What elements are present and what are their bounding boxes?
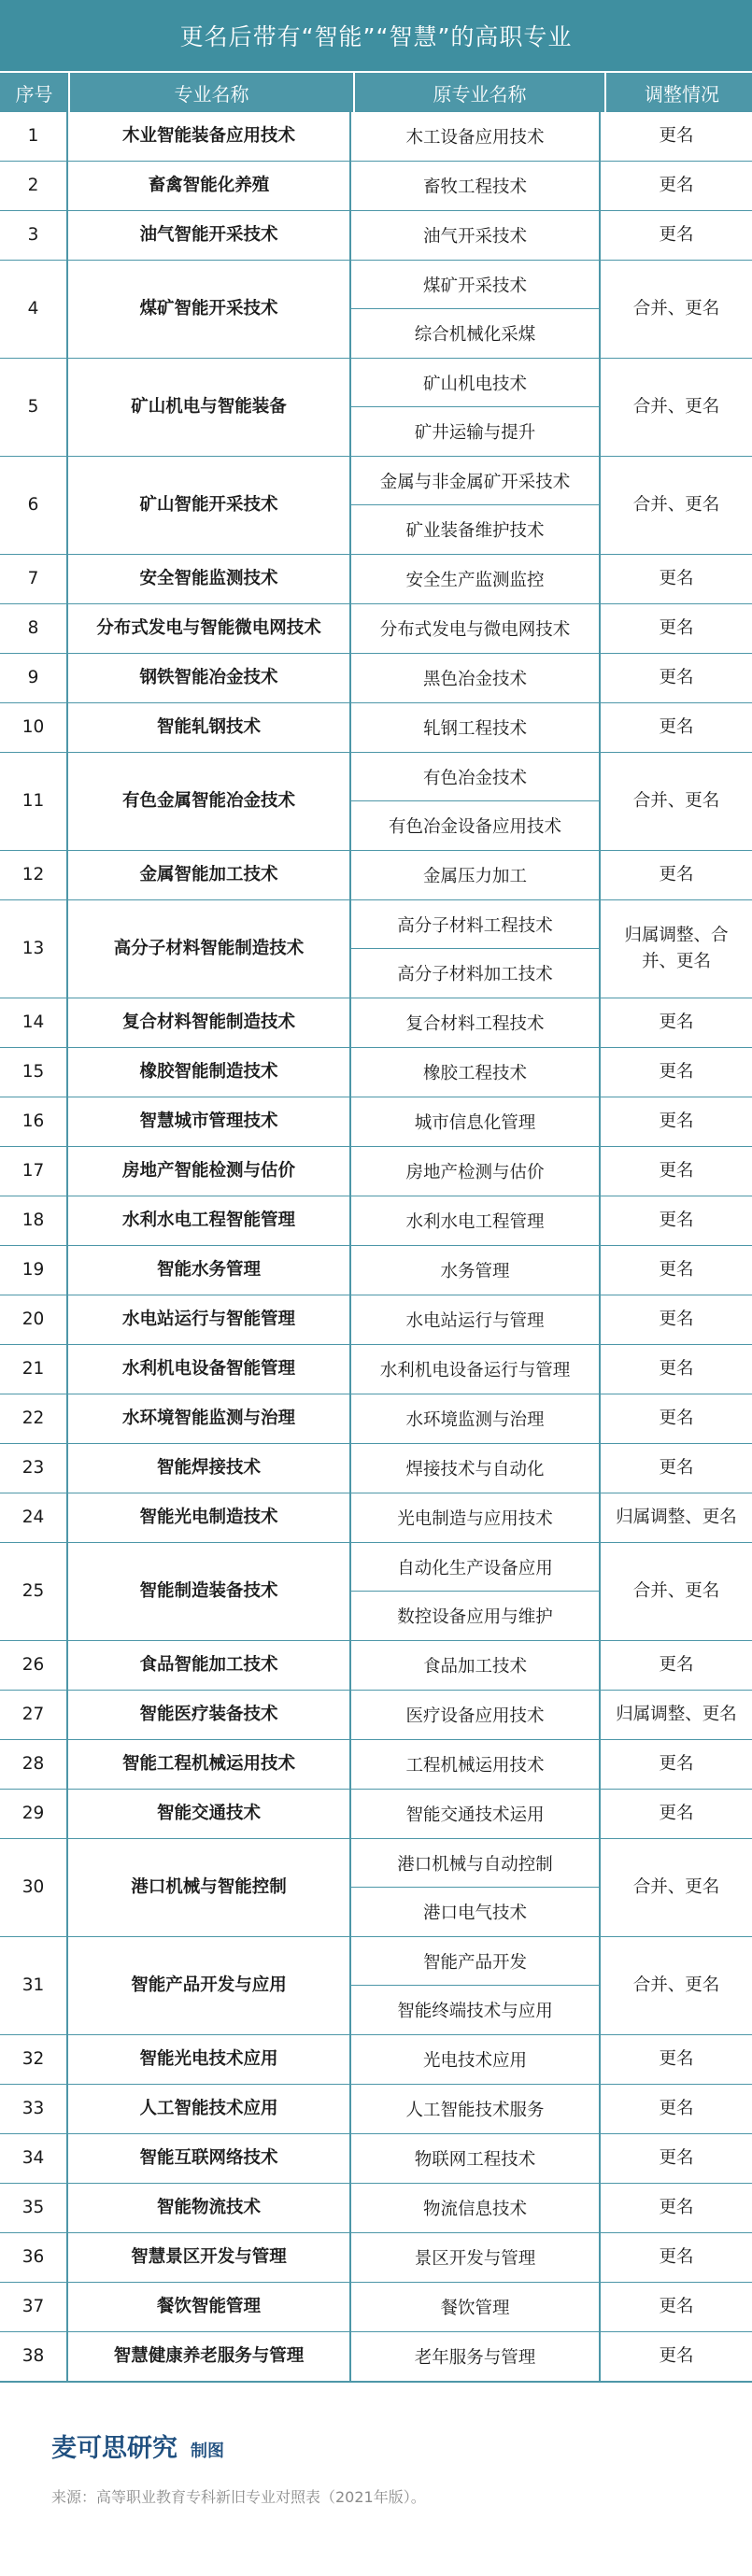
row-number: 33: [0, 2085, 68, 2133]
major-name: 智能互联网络技术: [68, 2134, 351, 2183]
footer: [0, 2383, 752, 2523]
adjustment-status: 更名: [659, 2049, 694, 2070]
table-row: [0, 900, 752, 998]
adjustment-status: 合并、更名: [632, 1581, 720, 1602]
row-number: 31: [0, 1937, 68, 2034]
row-number: 14: [0, 998, 68, 1047]
original-major-name: 有色冶金技术: [351, 753, 599, 801]
major-name: 智慧景区开发与管理: [68, 2233, 351, 2282]
adjustment-status: 更名: [659, 176, 694, 196]
major-name: 高分子材料智能制造技术: [68, 900, 351, 998]
adjustment-status: 更名: [659, 2346, 694, 2367]
adjustment-status: 更名: [659, 225, 694, 246]
major-name: 智能焊接技术: [68, 1444, 351, 1493]
table-row: [0, 2184, 752, 2233]
major-name: 智能制造装备技术: [68, 1543, 351, 1640]
adjustment-status: 更名: [659, 1260, 694, 1281]
row-number: 10: [0, 703, 68, 752]
table-header: [0, 71, 752, 112]
row-number: 32: [0, 2035, 68, 2084]
adjustment-status: 更名: [659, 1111, 694, 1132]
major-name: 人工智能技术应用: [68, 2085, 351, 2133]
row-number: 36: [0, 2233, 68, 2282]
original-major-name: 工程机械运用技术: [405, 1756, 545, 1776]
table-row: [0, 604, 752, 654]
row-number: 2: [0, 162, 68, 210]
adjustment-status: 更名: [659, 865, 694, 885]
original-major-name: 煤矿开采技术: [351, 261, 599, 309]
original-majors: [351, 604, 601, 653]
table-row: [0, 1048, 752, 1097]
major-name: 智能工程机械运用技术: [68, 1740, 351, 1789]
adjustment-status: 合并、更名: [632, 791, 720, 812]
adjustment-status: 更名: [659, 618, 694, 639]
original-major-name: 人工智能技术服务: [405, 2101, 545, 2120]
adjustment-status: 合并、更名: [632, 397, 720, 418]
row-number: 17: [0, 1147, 68, 1196]
table-row: [0, 1345, 752, 1394]
major-name: 水环境智能监测与治理: [68, 1394, 351, 1443]
row-number: 38: [0, 2332, 68, 2381]
row-number: 11: [0, 753, 68, 850]
table-row: [0, 1147, 752, 1196]
original-major-name: 景区开发与管理: [414, 2249, 536, 2269]
table-row: [0, 654, 752, 703]
adjustment-status: 更名: [659, 1655, 694, 1676]
original-major-name: 安全生产监测监控: [405, 571, 545, 590]
major-name: 钢铁智能冶金技术: [68, 654, 351, 702]
original-major-name: 房地产检测与估价: [405, 1163, 545, 1182]
row-number: 16: [0, 1097, 68, 1146]
table-row: [0, 2233, 752, 2283]
source-note: 来源：高等职业教育专科新旧专业对照表（2021年版）。: [51, 2488, 426, 2506]
adjustment-status: 更名: [659, 2297, 694, 2317]
original-majors: [351, 1839, 601, 1936]
original-major-name: 港口电气技术: [422, 1904, 527, 1923]
original-major-name: 智能交通技术运用: [405, 1805, 545, 1825]
adjustment-status: 更名: [659, 668, 694, 688]
original-major-name: 光电制造与应用技术: [397, 1509, 553, 1529]
table-title-text: 更名后带有“智能”“智慧”的高职专业: [179, 23, 573, 50]
major-name: 智慧健康养老服务与管理: [68, 2332, 351, 2381]
table-row: [0, 2035, 752, 2085]
header-name: 专业名称: [70, 73, 355, 112]
adjustment-status: 合并、更名: [632, 299, 720, 319]
table-row: [0, 1740, 752, 1790]
table-row: [0, 359, 752, 457]
table-row: [0, 2134, 752, 2184]
adjustment-status: 更名: [659, 1012, 694, 1033]
major-name: 智能交通技术: [68, 1790, 351, 1838]
major-name: 智能医疗装备技术: [68, 1691, 351, 1739]
table-row: [0, 555, 752, 604]
row-number: 1: [0, 112, 68, 161]
table-row: [0, 851, 752, 900]
major-name: 水利水电工程智能管理: [68, 1196, 351, 1245]
header-no: 序号: [0, 73, 70, 112]
major-name: 水利机电设备智能管理: [68, 1345, 351, 1394]
table-row: [0, 1295, 752, 1345]
adjustment-status: 更名: [659, 1458, 694, 1479]
original-major-name: 高分子材料加工技术: [397, 965, 553, 984]
original-major-name: 数控设备应用与维护: [397, 1607, 553, 1627]
original-majors: [351, 261, 601, 358]
adjustment-status: 归属调整、更名: [616, 1705, 737, 1725]
major-name: 智能产品开发与应用: [68, 1937, 351, 2034]
original-major-name: 水利水电工程管理: [405, 1212, 545, 1232]
original-major-name: 光电技术应用: [422, 2051, 527, 2071]
original-major-name: 油气开采技术: [422, 227, 527, 247]
major-name: 木业智能装备应用技术: [68, 112, 351, 161]
table-row: [0, 703, 752, 753]
original-majors: [351, 703, 601, 752]
row-number: 7: [0, 555, 68, 603]
row-number: 21: [0, 1345, 68, 1394]
row-number: 22: [0, 1394, 68, 1443]
table-row: [0, 1790, 752, 1839]
original-majors: [351, 1246, 601, 1295]
table-row: [0, 457, 752, 555]
original-majors: [351, 2283, 601, 2331]
adjustment-status: 合并、更名: [632, 1975, 720, 1996]
row-number: 35: [0, 2184, 68, 2232]
original-major-name: 畜牧工程技术: [422, 177, 527, 197]
adjustment-status: 更名: [659, 1161, 694, 1182]
original-major-name: 老年服务与管理: [414, 2348, 536, 2368]
row-number: 13: [0, 900, 68, 998]
original-majors: [351, 2035, 601, 2084]
original-major-name: 港口机械与自动控制: [351, 1839, 599, 1888]
major-name: 煤矿智能开采技术: [68, 261, 351, 358]
major-name: 房地产智能检测与估价: [68, 1147, 351, 1196]
header-orig: 原专业名称: [355, 73, 606, 112]
original-major-name: 焊接技术与自动化: [405, 1460, 545, 1479]
table-row: [0, 998, 752, 1048]
major-name: 橡胶智能制造技术: [68, 1048, 351, 1097]
row-number: 18: [0, 1196, 68, 1245]
major-name: 智能物流技术: [68, 2184, 351, 2232]
row-number: 3: [0, 211, 68, 260]
original-major-name: 金属压力加工: [422, 867, 527, 886]
table-row: [0, 162, 752, 211]
original-majors: [351, 1295, 601, 1344]
original-majors: [351, 900, 601, 998]
adjustment-status: 更名: [659, 2198, 694, 2218]
row-number: 28: [0, 1740, 68, 1789]
original-majors: [351, 2085, 601, 2133]
original-major-name: 水电站运行与管理: [405, 1311, 545, 1331]
original-major-name: 金属与非金属矿开采技术: [351, 457, 599, 505]
row-number: 29: [0, 1790, 68, 1838]
original-majors: [351, 2332, 601, 2381]
adjustment-status: 归属调整、更名: [616, 1507, 737, 1528]
original-majors: [351, 1048, 601, 1097]
row-number: 30: [0, 1839, 68, 1936]
original-majors: [351, 2134, 601, 2183]
adjustment-status: 更名: [659, 1804, 694, 1824]
original-majors: [351, 1790, 601, 1838]
row-number: 37: [0, 2283, 68, 2331]
major-name: 水电站运行与智能管理: [68, 1295, 351, 1344]
original-majors: [351, 211, 601, 260]
adjustment-status: 归属调整、合并、更名: [624, 926, 729, 971]
table-body: [0, 112, 752, 2383]
original-majors: [351, 359, 601, 456]
original-majors: [351, 1493, 601, 1542]
original-majors: [351, 1394, 601, 1443]
row-number: 23: [0, 1444, 68, 1493]
row-number: 24: [0, 1493, 68, 1542]
original-major-name: 复合材料工程技术: [405, 1014, 545, 1034]
major-name: 食品智能加工技术: [68, 1641, 351, 1690]
major-name: 餐饮智能管理: [68, 2283, 351, 2331]
row-number: 5: [0, 359, 68, 456]
brand-logo: [51, 2427, 224, 2464]
original-majors: [351, 2184, 601, 2232]
table-row: [0, 211, 752, 261]
original-majors: [351, 851, 601, 899]
adjustment-status: 更名: [659, 1754, 694, 1775]
original-major-name: 黑色冶金技术: [422, 670, 527, 689]
original-majors: [351, 555, 601, 603]
original-majors: [351, 998, 601, 1047]
original-majors: [351, 1543, 601, 1640]
original-majors: [351, 654, 601, 702]
original-major-name: 城市信息化管理: [414, 1113, 536, 1133]
major-name: 智慧城市管理技术: [68, 1097, 351, 1146]
row-number: 15: [0, 1048, 68, 1097]
original-majors: [351, 1147, 601, 1196]
adjustment-status: 更名: [659, 126, 694, 147]
major-name: 智能光电制造技术: [68, 1493, 351, 1542]
row-number: 12: [0, 851, 68, 899]
adjustment-status: 更名: [659, 1359, 694, 1380]
original-major-name: 食品加工技术: [422, 1657, 527, 1677]
original-major-name: 水利机电设备运行与管理: [379, 1361, 571, 1380]
original-major-name: 矿业装备维护技术: [405, 521, 545, 541]
row-number: 25: [0, 1543, 68, 1640]
major-name: 智能轧钢技术: [68, 703, 351, 752]
original-majors: [351, 2233, 601, 2282]
original-major-name: 木工设备应用技术: [405, 128, 545, 148]
major-name: 分布式发电与智能微电网技术: [68, 604, 351, 653]
table-title: [0, 0, 752, 71]
row-number: 34: [0, 2134, 68, 2183]
row-number: 6: [0, 457, 68, 554]
table-row: [0, 1691, 752, 1740]
major-name: 智能光电技术应用: [68, 2035, 351, 2084]
row-number: 20: [0, 1295, 68, 1344]
major-name: 畜禽智能化养殖: [68, 162, 351, 210]
adjustment-status: 合并、更名: [632, 495, 720, 516]
row-number: 8: [0, 604, 68, 653]
original-major-name: 物流信息技术: [422, 2200, 527, 2219]
original-major-name: 智能终端技术与应用: [397, 2002, 553, 2021]
row-number: 26: [0, 1641, 68, 1690]
original-major-name: 矿山机电技术: [351, 359, 599, 407]
original-majors: [351, 1691, 601, 1739]
major-name: 金属智能加工技术: [68, 851, 351, 899]
original-majors: [351, 1641, 601, 1690]
major-name: 矿山机电与智能装备: [68, 359, 351, 456]
adjustment-status: 更名: [659, 2148, 694, 2169]
row-number: 4: [0, 261, 68, 358]
original-majors: [351, 1740, 601, 1789]
table-row: [0, 1246, 752, 1295]
original-majors: [351, 1097, 601, 1146]
major-name: 安全智能监测技术: [68, 555, 351, 603]
original-major-name: 水环境监测与治理: [405, 1410, 545, 1430]
adjustment-status: 更名: [659, 1062, 694, 1083]
original-major-name: 橡胶工程技术: [422, 1064, 527, 1083]
original-major-name: 餐饮管理: [440, 2299, 510, 2318]
table-row: [0, 1444, 752, 1493]
adjustment-status: 更名: [659, 2247, 694, 2268]
row-number: 9: [0, 654, 68, 702]
header-adj: 调整情况: [645, 82, 719, 106]
original-majors: [351, 1937, 601, 2034]
adjustment-status: 更名: [659, 569, 694, 589]
row-number: 27: [0, 1691, 68, 1739]
original-majors: [351, 162, 601, 210]
original-major-name: 有色冶金设备应用技术: [388, 817, 561, 837]
adjustment-status: 更名: [659, 1210, 694, 1231]
original-majors: [351, 112, 601, 161]
original-major-name: 智能产品开发: [351, 1937, 599, 1986]
major-name: 矿山智能开采技术: [68, 457, 351, 554]
major-name: 油气智能开采技术: [68, 211, 351, 260]
adjustment-status: 更名: [659, 1408, 694, 1429]
original-major-name: 综合机械化采煤: [414, 325, 536, 345]
table-row: [0, 1493, 752, 1543]
major-name: 智能水务管理: [68, 1246, 351, 1295]
table-row: [0, 1641, 752, 1691]
table-row: [0, 1543, 752, 1641]
original-majors: [351, 1345, 601, 1394]
table-row: [0, 1097, 752, 1147]
brand-suffix: 制图: [191, 2442, 224, 2461]
table-row: [0, 1937, 752, 2035]
table-row: [0, 261, 752, 359]
major-name: 有色金属智能冶金技术: [68, 753, 351, 850]
original-major-name: 自动化生产设备应用: [351, 1543, 599, 1592]
original-majors: [351, 1444, 601, 1493]
brand-name: 麦可思研究: [51, 2434, 177, 2463]
adjustment-status: 更名: [659, 1309, 694, 1330]
original-majors: [351, 457, 601, 554]
original-major-name: 轧钢工程技术: [422, 719, 527, 739]
original-major-name: 矿井运输与提升: [414, 423, 536, 443]
adjustment-status: 更名: [659, 2099, 694, 2119]
original-major-name: 高分子材料工程技术: [351, 900, 599, 949]
adjustment-status: 合并、更名: [632, 1877, 720, 1898]
major-name: 复合材料智能制造技术: [68, 998, 351, 1047]
table-row: [0, 2085, 752, 2134]
row-number: 19: [0, 1246, 68, 1295]
table-row: [0, 2283, 752, 2332]
major-name: 港口机械与智能控制: [68, 1839, 351, 1936]
original-major-name: 分布式发电与微电网技术: [379, 620, 571, 640]
table-row: [0, 1196, 752, 1246]
table-row: [0, 753, 752, 851]
original-major-name: 物联网工程技术: [414, 2150, 536, 2170]
original-major-name: 水务管理: [440, 1262, 510, 1281]
table-row: [0, 2332, 752, 2381]
table-row: [0, 1839, 752, 1937]
original-majors: [351, 1196, 601, 1245]
original-majors: [351, 753, 601, 850]
table-row: [0, 112, 752, 162]
table-row: [0, 1394, 752, 1444]
original-major-name: 医疗设备应用技术: [405, 1706, 545, 1726]
adjustment-status: 更名: [659, 717, 694, 738]
